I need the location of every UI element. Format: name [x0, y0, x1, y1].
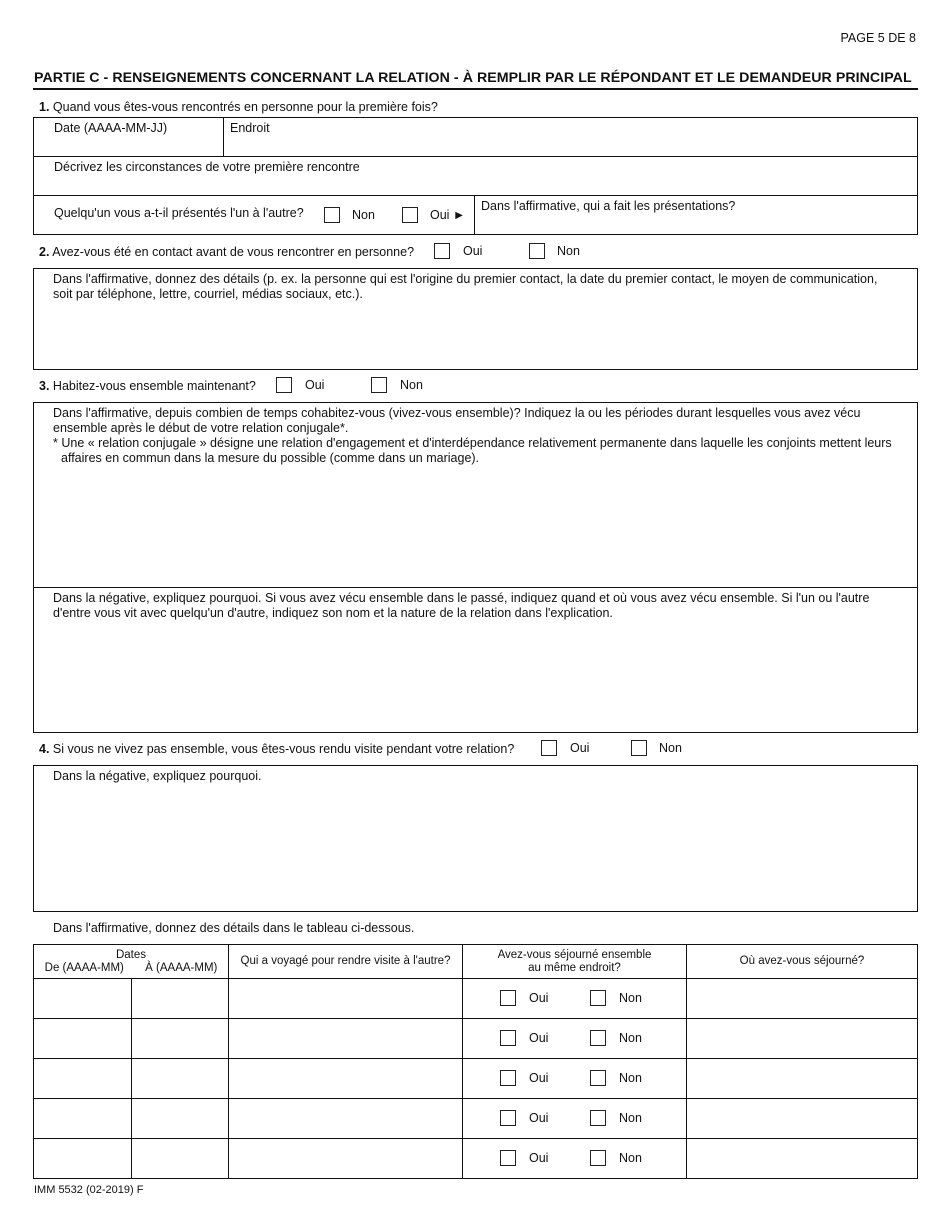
form-footer: IMM 5532 (02-2019) F — [34, 1184, 144, 1196]
page-number: PAGE 5 DE 8 — [840, 31, 916, 45]
visit-from-cell[interactable] — [34, 1139, 132, 1179]
same-place-yes-label: Oui — [529, 1111, 549, 1125]
visit-where-cell[interactable] — [687, 1059, 918, 1099]
q4-no-label: Non — [659, 741, 682, 755]
same-place-no-label: Non — [619, 1111, 642, 1125]
visit-to-cell[interactable] — [132, 1059, 229, 1099]
q2-yes-label: Oui — [463, 244, 483, 258]
q4-negative-text: Dans la négative, expliquez pourquoi. — [53, 769, 262, 783]
visit-same-place-cell — [463, 1099, 687, 1139]
where-stayed-header: Où avez-vous séjourné? — [687, 945, 918, 979]
same-place-yes-label: Oui — [529, 1151, 549, 1165]
introduced-no-checkbox[interactable] — [324, 207, 340, 223]
q2-details-box[interactable] — [33, 268, 918, 370]
visit-from-cell[interactable] — [34, 1059, 132, 1099]
visit-to-cell[interactable] — [132, 1099, 229, 1139]
table-row — [34, 979, 918, 1019]
q2-details-text: Dans l'affirmative, donnez des détails (p. ex. la personne qui est l'origine du premier contact, la date du premier contact, le moyen de communication, soit par téléphone, lettre, courriel, médias sociaux, etc.). — [53, 272, 878, 301]
question-1: 1. Quand vous êtes-vous rencontrés en personne pour la première fois? — [39, 100, 438, 114]
visit-to-cell[interactable] — [132, 979, 229, 1019]
q2-no-label: Non — [557, 244, 580, 258]
visit-from-cell[interactable] — [34, 979, 132, 1019]
visit-where-cell[interactable] — [687, 1139, 918, 1179]
dates-header: Dates De (AAAA-MM) À (AAAA-MM) — [34, 945, 229, 979]
same-place-no-label: Non — [619, 991, 642, 1005]
table-row — [34, 1059, 918, 1099]
q1-box — [33, 117, 918, 235]
introduced-no-label: Non — [352, 208, 375, 222]
q3-negative-text[interactable]: Dans la négative, expliquez pourquoi. Si vous avez vécu ensemble dans le passé, indiquez quand et où vous avez vécu ensemble. Si l'un ou l'autre d'entre vous vit avec quelqu'un d'autre, indiquez son nom et la nature de la relation dans l'explication. — [53, 591, 870, 620]
same-place-no-checkbox[interactable] — [590, 1030, 606, 1046]
who-travelled-header: Qui a voyagé pour rendre visite à l'autre? — [229, 945, 463, 979]
same-place-no-label: Non — [619, 1071, 642, 1085]
introduced-yes-label: Oui ► — [430, 208, 466, 222]
q4-no-checkbox[interactable] — [631, 740, 647, 756]
date-field-label[interactable]: Date (AAAA-MM-JJ) — [54, 121, 168, 135]
section-title: PARTIE C - RENSEIGNEMENTS CONCERNANT LA RELATION - À REMPLIR PAR LE RÉPONDANT ET LE DEMANDEUR PRINCIPAL — [34, 70, 912, 86]
q4-yes-checkbox[interactable] — [541, 740, 557, 756]
same-place-yes-checkbox[interactable] — [500, 1110, 516, 1126]
introducer-field-label[interactable]: Dans l'affirmative, qui a fait les présentations? — [481, 199, 736, 213]
same-place-no-label: Non — [619, 1151, 642, 1165]
from-header: De (AAAA-MM) — [44, 961, 124, 974]
visit-from-cell[interactable] — [34, 1019, 132, 1059]
same-place-no-checkbox[interactable] — [590, 990, 606, 1006]
q3-no-label: Non — [400, 378, 423, 392]
visit-where-cell[interactable] — [687, 1099, 918, 1139]
place-field-label[interactable]: Endroit — [230, 121, 270, 135]
q4-negative-box[interactable] — [33, 765, 918, 912]
visit-where-cell[interactable] — [687, 1019, 918, 1059]
q3-affirmative-text[interactable]: Dans l'affirmative, depuis combien de temps cohabitez-vous (vivez-vous ensemble)? Indiquez la ou les périodes durant lesquelles vous avez vécu ensemble après le début de votre relation conjugale*. — [53, 406, 861, 435]
question-4: 4. Si vous ne vivez pas ensemble, vous êtes-vous rendu visite pendant votre relation? — [39, 742, 515, 756]
visits-table — [33, 944, 918, 1179]
question-3: 3. Habitez-vous ensemble maintenant? — [39, 379, 256, 393]
same-place-yes-checkbox[interactable] — [500, 1150, 516, 1166]
visit-to-cell[interactable] — [132, 1139, 229, 1179]
introduced-label: Quelqu'un vous a-t-il présentés l'un à l'autre? — [54, 206, 304, 220]
q3-box — [33, 402, 918, 733]
visit-same-place-cell — [463, 1059, 687, 1099]
visit-from-cell[interactable] — [34, 1099, 132, 1139]
to-header: À (AAAA-MM) — [145, 961, 218, 974]
table-row — [34, 1139, 918, 1179]
conjugal-footnote: * Une « relation conjugale » désigne une relation d'engagement et d'interdépendance relativement permanente dans laquelle les conjoints mettent leurs affaires en commun dans la mesure du possible (comme dans un mariage). — [53, 436, 892, 465]
visit-who-cell[interactable] — [229, 1019, 463, 1059]
q3-no-checkbox[interactable] — [371, 377, 387, 393]
visit-who-cell[interactable] — [229, 1059, 463, 1099]
same-place-yes-checkbox[interactable] — [500, 1070, 516, 1086]
table-row — [34, 1099, 918, 1139]
q2-no-checkbox[interactable] — [529, 243, 545, 259]
same-place-header: Avez-vous séjourné ensemble au même endroit? — [463, 945, 687, 979]
table-row — [34, 1019, 918, 1059]
q4-affirmative-text: Dans l'affirmative, donnez des détails dans le tableau ci-dessous. — [53, 921, 415, 935]
introduced-yes-checkbox[interactable] — [402, 207, 418, 223]
q2-yes-checkbox[interactable] — [434, 243, 450, 259]
same-place-yes-label: Oui — [529, 1071, 549, 1085]
same-place-no-checkbox[interactable] — [590, 1150, 606, 1166]
visit-same-place-cell — [463, 1139, 687, 1179]
visit-same-place-cell — [463, 979, 687, 1019]
question-2: 2. Avez-vous été en contact avant de vous rencontrer en personne? — [39, 245, 415, 259]
title-rule — [33, 88, 918, 90]
visit-who-cell[interactable] — [229, 979, 463, 1019]
same-place-yes-label: Oui — [529, 991, 549, 1005]
same-place-no-label: Non — [619, 1031, 642, 1045]
same-place-yes-checkbox[interactable] — [500, 990, 516, 1006]
visit-where-cell[interactable] — [687, 979, 918, 1019]
circumstances-field-label[interactable]: Décrivez les circonstances de votre première rencontre — [54, 160, 360, 174]
visit-who-cell[interactable] — [229, 1139, 463, 1179]
q3-yes-checkbox[interactable] — [276, 377, 292, 393]
q3-yes-label: Oui — [305, 378, 325, 392]
same-place-yes-checkbox[interactable] — [500, 1030, 516, 1046]
visit-same-place-cell — [463, 1019, 687, 1059]
same-place-no-checkbox[interactable] — [590, 1070, 606, 1086]
visit-to-cell[interactable] — [132, 1019, 229, 1059]
same-place-no-checkbox[interactable] — [590, 1110, 606, 1126]
same-place-yes-label: Oui — [529, 1031, 549, 1045]
q4-yes-label: Oui — [570, 741, 590, 755]
visit-who-cell[interactable] — [229, 1099, 463, 1139]
